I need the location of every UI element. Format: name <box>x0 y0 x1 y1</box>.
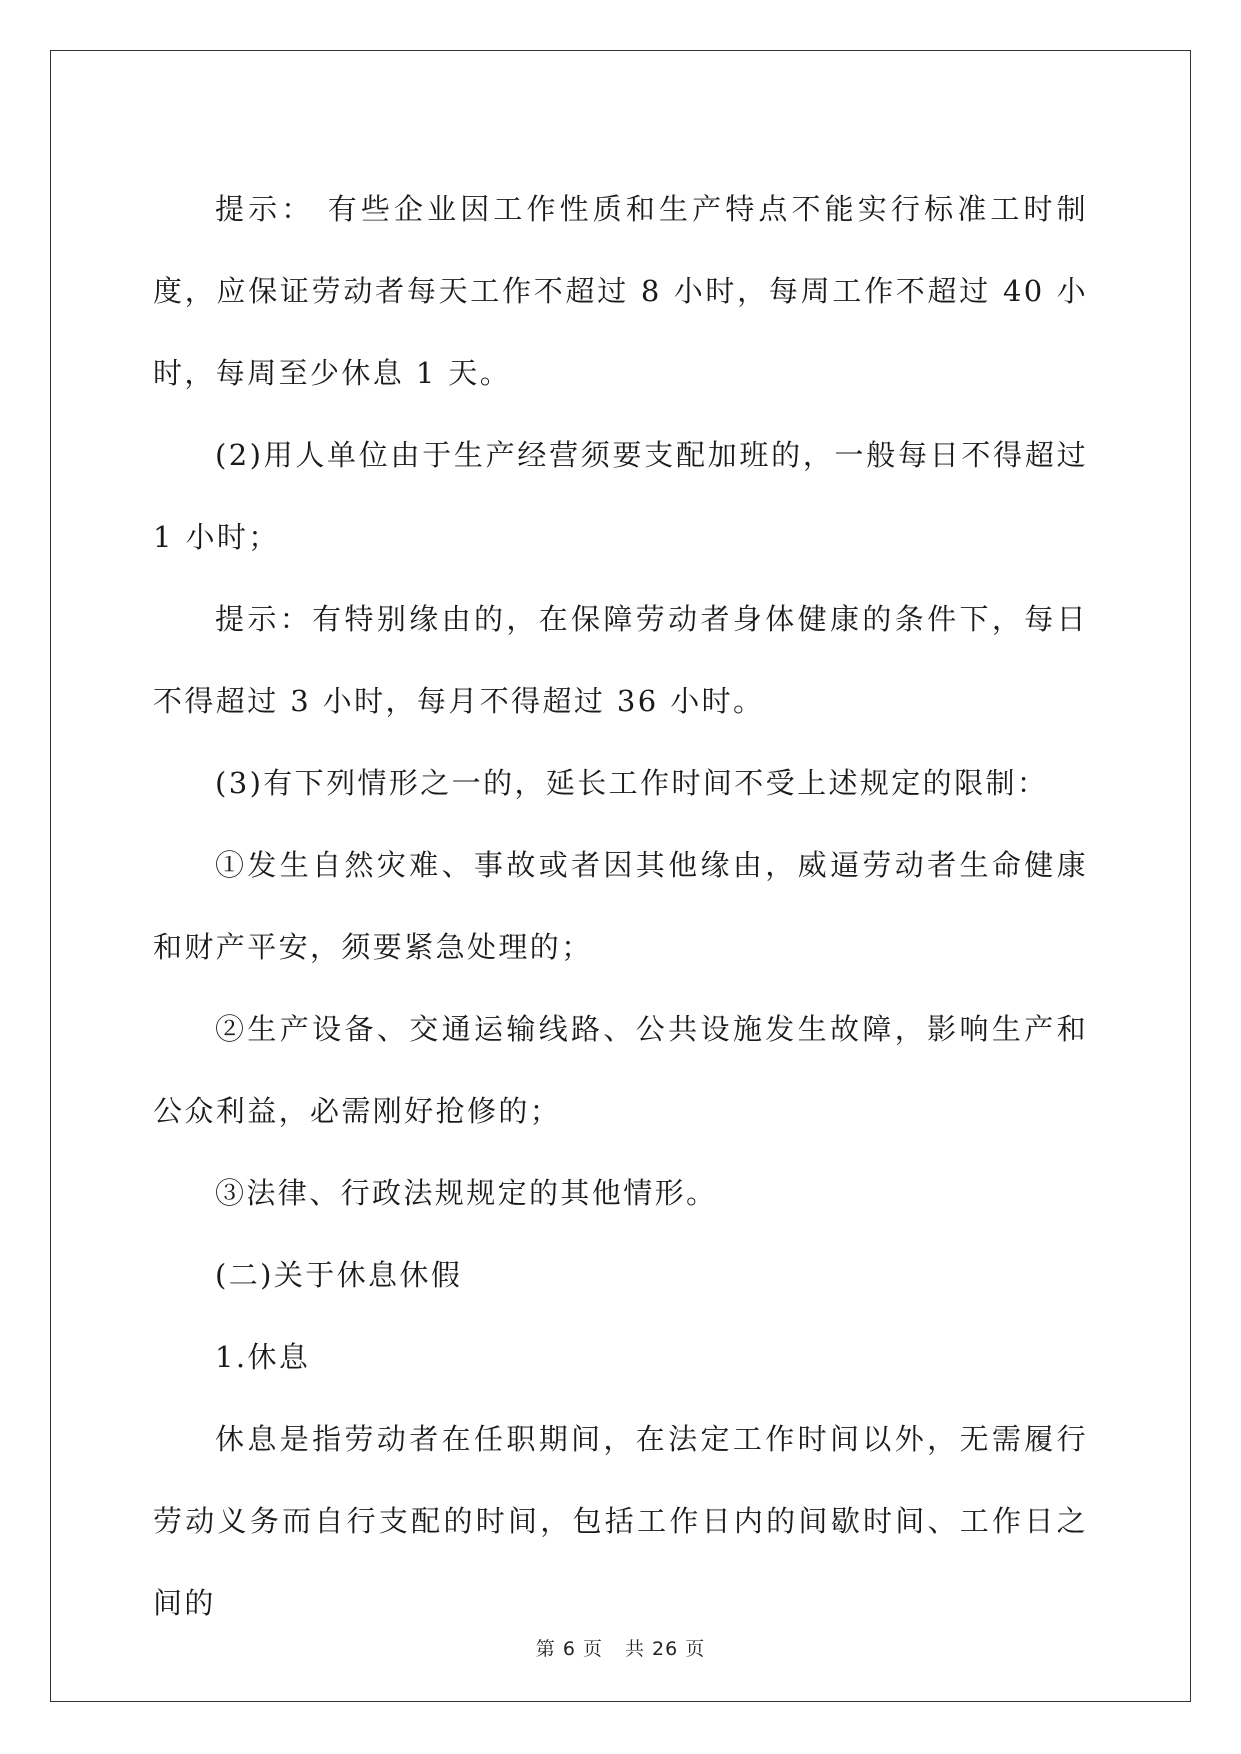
page-footer <box>0 1634 1241 1661</box>
page-number-total: 共 26 页 <box>624 1638 706 1660</box>
paragraph-tip-special-reason: 提示：有特别缘由的，在保障劳动者身体健康的条件下，每日不得超过 3 小时，每月不得超过 36 小时。 <box>153 602 1088 718</box>
document-body <box>153 168 1088 1644</box>
paragraph-rest-definition: 休息是指劳动者在任职期间，在法定工作时间以外，无需履行劳动义务而自行支配的时间，包括工作日内的间歇时间、工作日之间的 <box>153 1422 1088 1620</box>
paragraph-tip-standard-hours: 提示： 有些企业因工作性质和生产特点不能实行标准工时制度，应保证劳动者每天工作不超过 8 小时，每周工作不超过 40 小时，每周至少休息 1 天。 <box>153 192 1088 390</box>
paragraph-exceptions-intro: (3)有下列情形之一的，延长工作时间不受上述规定的限制： <box>215 766 1049 800</box>
subsection-heading-rest: 1.休息 <box>215 1340 311 1374</box>
page-number-current: 第 6 页 <box>535 1638 603 1660</box>
paragraph-exception-1: ①发生自然灾难、事故或者因其他缘由，威逼劳动者生命健康和财产平安，须要紧急处理的； <box>153 848 1088 964</box>
paragraph-overtime-limit: (2)用人单位由于生产经营须要支配加班的，一般每日不得超过 1 小时； <box>153 438 1088 554</box>
paragraph-exception-2: ②生产设备、交通运输线路、公共设施发生故障，影响生产和公众利益，必需刚好抢修的； <box>153 1012 1088 1128</box>
section-heading-rest-leave: (二)关于休息休假 <box>215 1258 463 1292</box>
paragraph-exception-3: ③法律、行政法规规定的其他情形。 <box>215 1176 718 1210</box>
